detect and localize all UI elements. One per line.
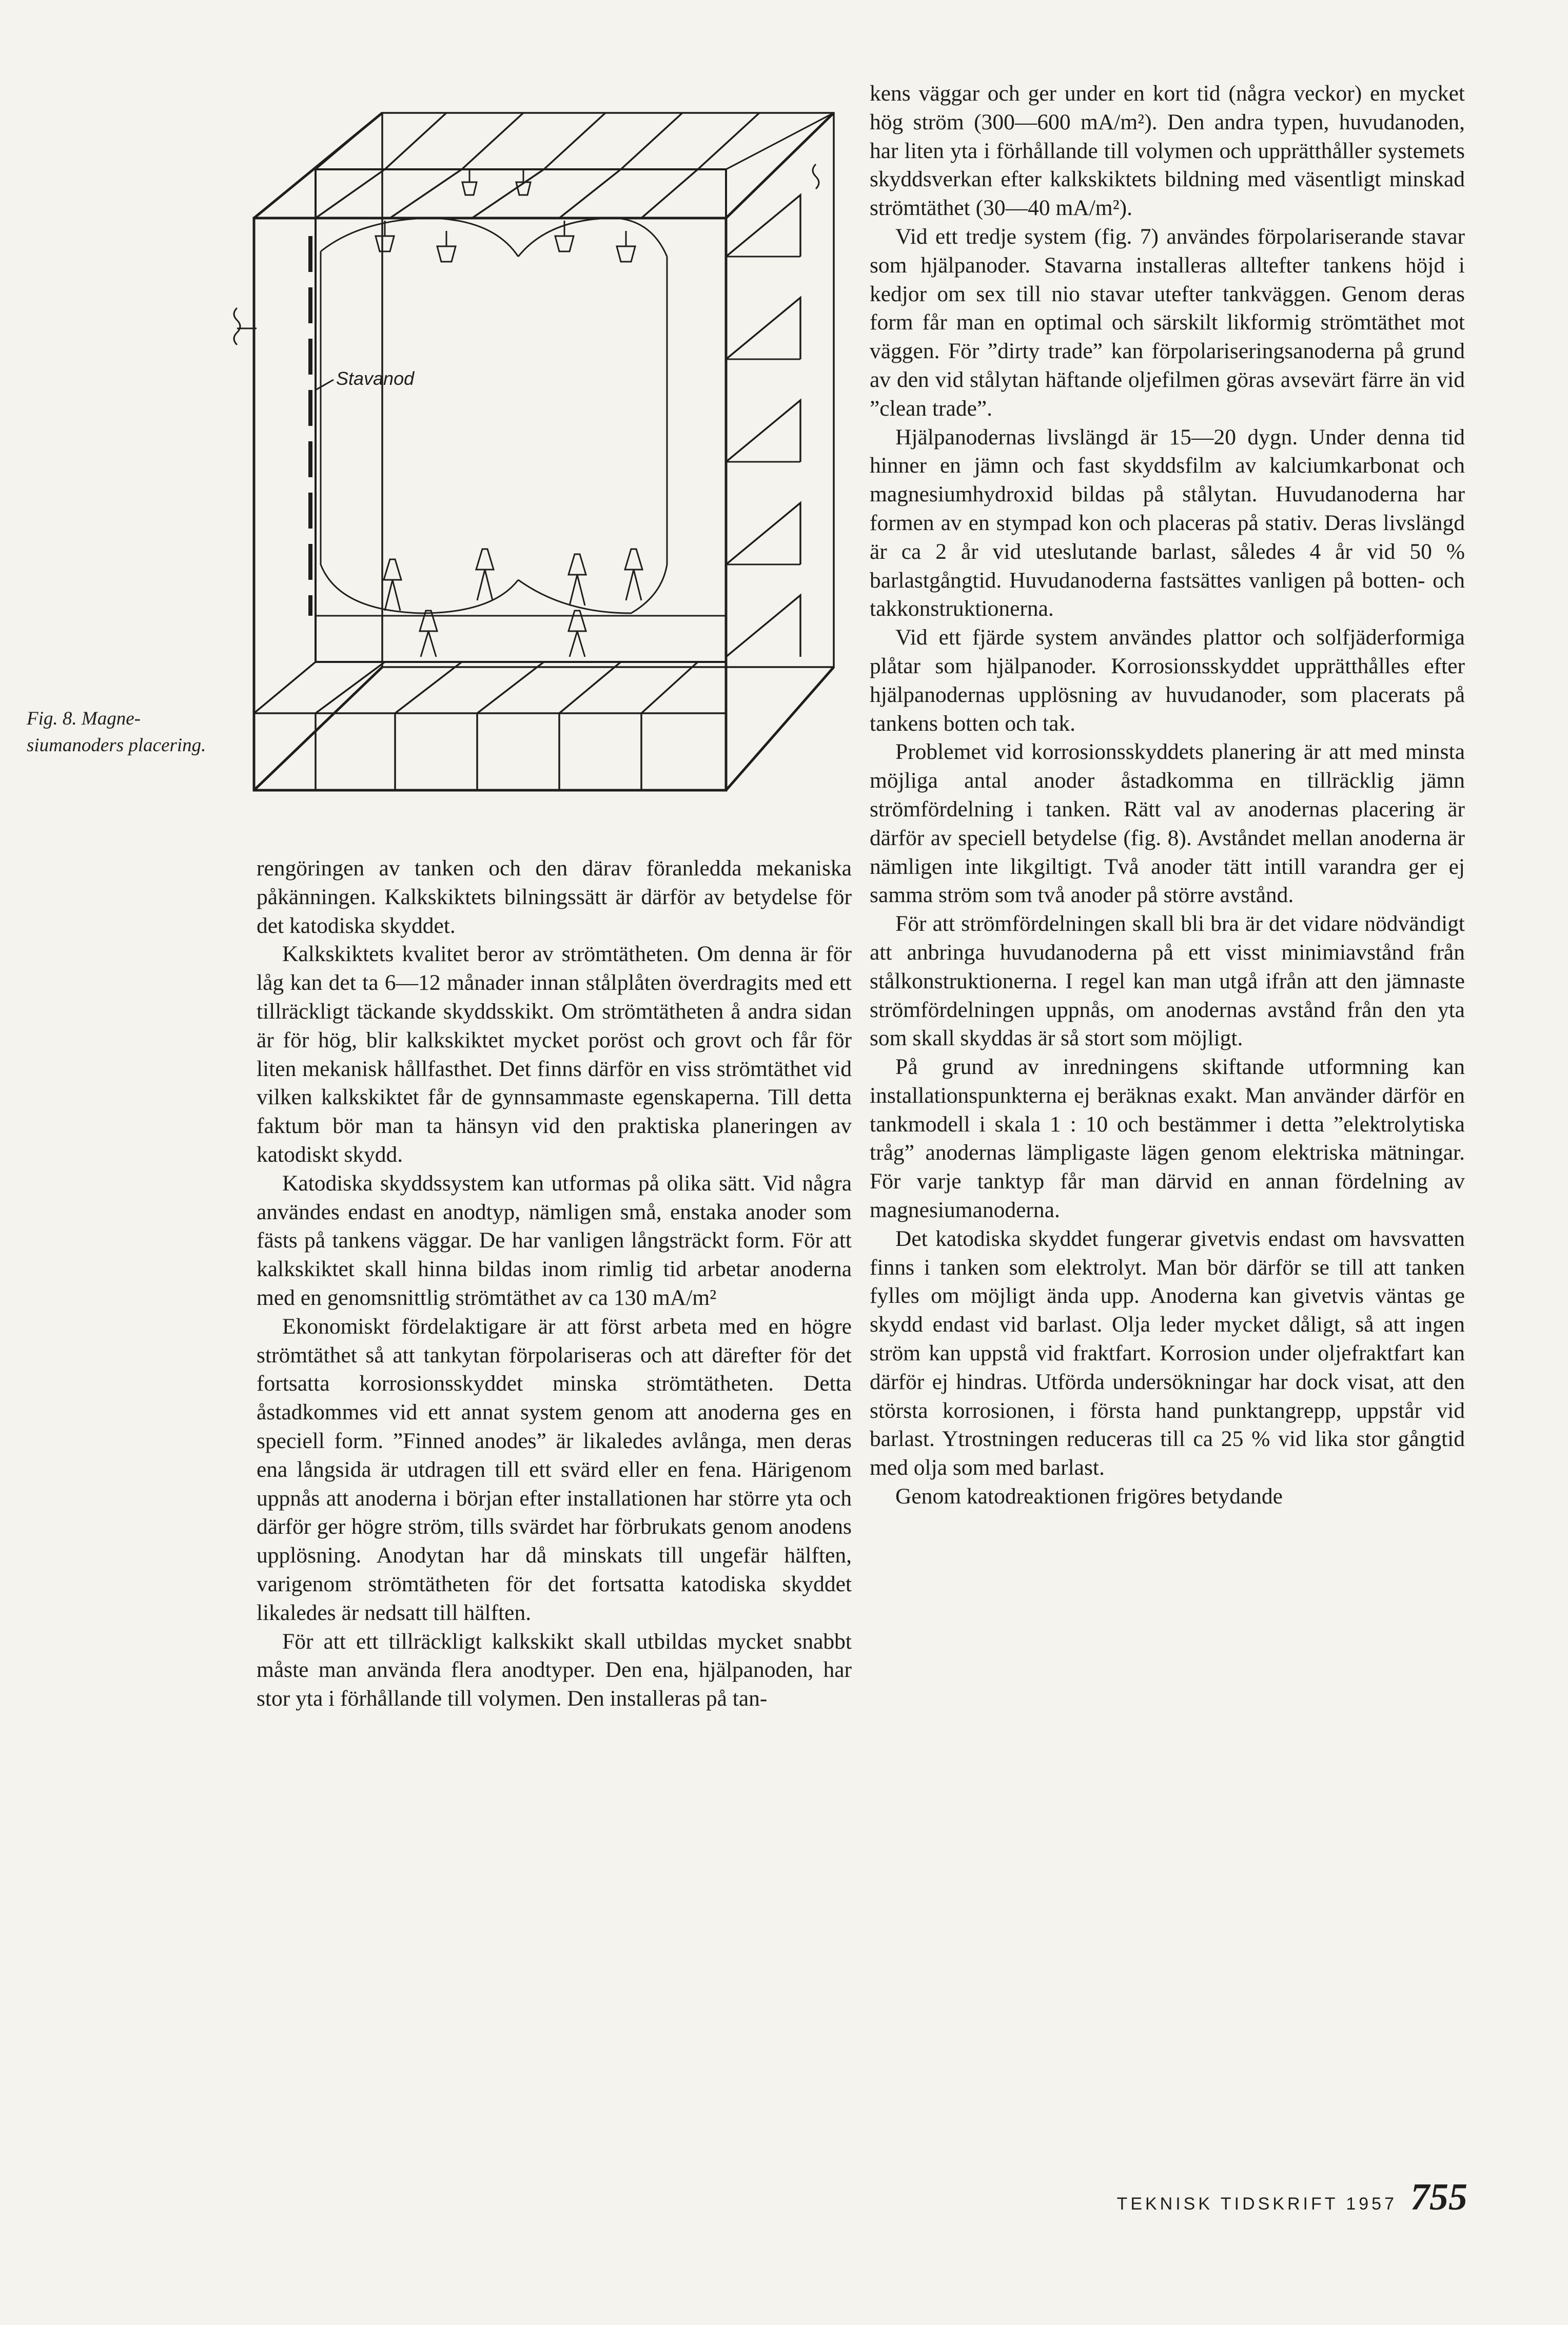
figure-caption: Fig. 8. Magnesiumanoders placering. — [27, 708, 206, 756]
tank-back-face — [382, 113, 834, 667]
page-footer — [1077, 2176, 1467, 2219]
page-number: 755 — [1410, 2176, 1467, 2218]
paragraph: Vid ett fjärde system användes plattor och solfjäderformiga plåtar som hjälpanoder. Korrosionsskyddet upprätthålles efter hjälpanodernas upplösning av huvudanoder, som placerats på tankens botten och tak. — [870, 625, 1465, 736]
paragraph: Katodiska skyddssystem kan utformas på olika sätt. Vid några användes endast en anodtyp, nämligen små, enstaka anoder som fästs på tankens väggar. De har vanligen långsträckt form. För att kalkskiktet skall hinna bildas inom rimlig tid arbetar anoderna med en genomsnittlig strömtäthet av ca 130 mA/m² — [257, 1170, 852, 1310]
right-column — [870, 80, 1465, 1511]
paragraph: Problemet vid korrosionsskyddets planering är att med minsta möjliga antal anoder åstadkomma en tillräcklig jämn strömfördelning i tanken. Rätt val av anodernas placering är därför av speciell betydelse (fig. 8). Avståndet mellan anoderna är nämligen inte likgiltigt. Två anoder tätt intill varandra ger ej samma ström som två anoder på större avstånd. — [870, 739, 1465, 908]
paragraph: rengöringen av tanken och den därav föranledda mekaniska påkänningen. Kalkskiktets bilningssätt är därför av betydelse för det katodiska skyddet. — [257, 856, 852, 938]
paragraph: På grund av inredningens skiftande utformning kan installationspunkterna ej beräknas exakt. Man använder därför en tankmodell i skala 1 : 10 och bestämmer i detta ”elektrolytiska tråg” anodernas lämpligaste lägen genom elektriska mätningar. För varje tanktyp får man därvid en annan fördelning av magnesiumanoderna. — [870, 1054, 1465, 1223]
stavanod-label: Stavanod — [336, 368, 415, 389]
paragraph: Hjälpanodernas livslängd är 15—20 dygn. Under denna tid hinner en jämn och fast skyddsfilm av kalciumkarbonat och magnesiumhydroxid bildas på stålytan. Huvudanoderna har formen av en stympad kon och placeras på stativ. Deras livslängd är ca 2 år vid uteslutande barlast, således 4 år vid 50 % barlastgångtid. Huvudanoderna fastsättes vanligen på botten- och takkonstruktionerna. — [870, 424, 1465, 621]
paragraph: Ekonomiskt fördelaktigare är att först arbeta med en högre strömtäthet så att tankytan förpolariseras och att därefter för det fortsatta korrosionsskyddet minska strömtätheten. Detta åstadkommes vid ett annat system genom att anoderna ges en speciell form. ”Finned anodes” är likaledes avlånga, men deras ena långsida är utdragen till ett svärd eller en fena. Härigenom uppnås att anoderna i början efter installationen har större yta och därför ger högre ström, tills svärdet har förbrukats genom anodens upplösning. Anodytan har då minskats till ungefär hälften, varigenom strömtätheten för det fortsatta katodiska skyddet likaledes är nedsatt till hälften. — [257, 1314, 852, 1625]
hanging-anodes — [376, 169, 635, 262]
journal-name: TEKNISK TIDSKRIFT 1957 — [1116, 2194, 1397, 2214]
paragraph: Genom katodreaktionen frigöres betydande — [895, 1484, 1283, 1509]
paragraph: Det katodiska skyddet fungerar givetvis endast om havsvatten finns i tanken som elektrolyt. Man bör därför se till att tanken fylles om möjligt ända upp. Anoderna kan givetvis väntas ge skydd endast vid barlast. Olja leder mycket dåligt, så att ingen ström kan uppstå vid fraktfart. Korrosion under oljefraktfart kan därför ej hindras. Utförda undersökningar har dock visat, att den största korrosionen, i första hand punktangrepp, uppstår vid barlast. Ytrostningen reduceras till ca 25 % vid lika stor gångtid med olja som med barlast. — [870, 1226, 1465, 1480]
figure-8-tank-diagram — [205, 103, 852, 806]
paragraph: För att strömfördelningen skall bli bra är det vidare nödvändigt att anbringa huvudanoderna på ett visst minimiavstånd från stålkonstruktionerna. I regel kan man utgå ifrån att den jämnaste strömfördelningen uppnås, om anodernas avstånd från den yta som skall skyddas är så stort som möjligt. — [870, 911, 1465, 1051]
paragraph: Kalkskiktets kvalitet beror av strömtätheten. Om denna är för låg kan det ta 6—12 månader innan stålplåten överdragits med ett tillräckligt täckande skyddsskikt. Om strömtätheten å andra sidan är för hög, blir kalkskiktet mycket poröst och grovt och får för liten mekanisk hållfasthet. Det finns därför en viss strömtäthet vid vilken kalkskiktet får de gynnsammaste egenskaperna. Till detta faktum bör man ta hänsyn vid den praktiska planeringen av katodiskt skydd. — [257, 942, 852, 1167]
paragraph: kens väggar och ger under en kort tid (några veckor) en mycket hög ström (300—600 mA/m²). Den andra typen, huvudanoden, har liten yta i förhållande till volymen och upprätthåller systemets skyddsverkan efter kalkskiktets bildning med väsentligt minskad strömtäthet (30—40 mA/m²). — [870, 81, 1465, 221]
paragraph: Vid ett tredje system (fig. 7) användes förpolariserande stavar som hjälpanoder. Stavarna installeras alltefter tankens höjd i kedjor om sex till nio stavar utefter tankväggen. Genom deras form får man en optimal och särskilt likformig strömtäthet mot väggen. För ”dirty trade” kan förpolariseringsanoderna på grund av den vid stålytan häftande oljefilmen göras avsevärt färre än vid ”clean trade”. — [870, 224, 1465, 421]
left-column — [257, 854, 852, 1713]
paragraph: För att ett tillräckligt kalkskikt skall utbildas mycket snabbt måste man använda flera anodtyper. Den ena, hjälpanoden, har stor yta i förhållande till volymen. Den installeras på tan- — [257, 1629, 852, 1711]
tank-diagram-svg — [205, 103, 852, 806]
bottom-anodes — [384, 549, 642, 657]
